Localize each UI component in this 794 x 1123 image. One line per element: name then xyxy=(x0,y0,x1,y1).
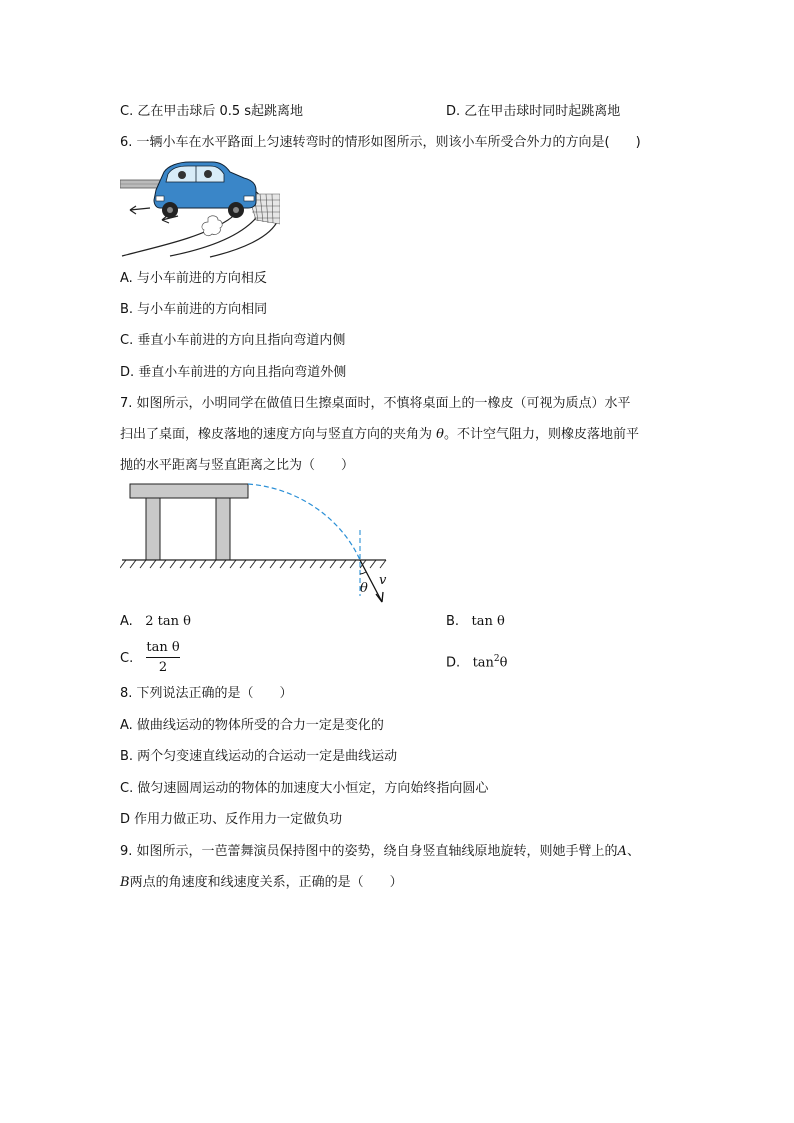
q8-option-d: D 作用力做正功、反作用力一定做负功 xyxy=(120,812,343,827)
q5-option-d: D. 乙在甲击球时同时起跳离地 xyxy=(446,104,621,119)
car-turning-figure xyxy=(120,158,280,260)
q7-option-c-denominator: 2 xyxy=(158,660,168,675)
fraction-bar xyxy=(146,657,180,658)
q9-point-a: A xyxy=(617,844,627,859)
q7-stem-line1: 7. 如图所示，小明同学在做值日生擦桌面时，不慎将桌面上的一橡皮（可视为质点）水平 xyxy=(120,396,631,411)
q7-stem-line2 xyxy=(120,426,639,444)
fig-label-theta: θ xyxy=(360,581,368,596)
q7-option-d-tan: tan xyxy=(472,655,494,671)
q9-point-b: B xyxy=(120,875,130,890)
q5-option-c: C. 乙在甲击球后 0.5 s起跳离地 xyxy=(120,104,304,119)
q7-option-d-sup: 2 xyxy=(493,654,500,664)
q9-stem-line2-text: 两点的角速度和线速度关系，正确的是（ ） xyxy=(129,875,403,890)
q7-option-a-value: 2 tan θ xyxy=(145,614,191,629)
q9-sep: 、 xyxy=(626,844,640,859)
q6-option-a: A. 与小车前进的方向相反 xyxy=(120,271,267,286)
q7-stem-line3: 抛的水平距离与竖直距离之比为（ ） xyxy=(120,458,355,473)
q7-stem-line2-b: 。不计空气阻力，则橡皮落地前平 xyxy=(443,427,639,442)
projectile-table-figure xyxy=(120,480,400,604)
q7-option-b-value: tan θ xyxy=(471,614,505,629)
q7-option-c-numerator: tan θ xyxy=(146,640,180,655)
q7-option-d xyxy=(446,650,507,672)
q7-option-d-theta: θ xyxy=(499,655,508,671)
q8-option-b: B. 两个匀变速直线运动的合运动一定是曲线运动 xyxy=(120,749,398,764)
q7-option-c-label: C. xyxy=(120,651,134,666)
q7-option-c-fraction xyxy=(146,640,180,677)
q9-stem-line2 xyxy=(120,874,403,892)
q7-theta: θ xyxy=(436,427,444,442)
q6-option-c: C. 垂直小车前进的方向且指向弯道内侧 xyxy=(120,333,346,348)
q7-option-b-label: B. xyxy=(446,614,460,629)
q8-option-a: A. 做曲线运动的物体所受的合力一定是变化的 xyxy=(120,718,384,733)
q8-option-c: C. 做匀速圆周运动的物体的加速度大小恒定，方向始终指向圆心 xyxy=(120,781,489,796)
q7-option-a xyxy=(120,613,191,631)
q9-stem-line1 xyxy=(120,843,640,861)
q6-stem: 6. 一辆小车在水平路面上匀速转弯时的情形如图所示，则该小车所受合外力的方向是( ) xyxy=(120,135,641,150)
q7-stem-line2-a: 扫出了桌面，橡皮落地的速度方向与竖直方向的夹角为 xyxy=(120,427,437,442)
q8-stem: 8. 下列说法正确的是（ ） xyxy=(120,686,293,701)
q7-option-d-label: D. xyxy=(446,655,461,671)
q6-option-b: B. 与小车前进的方向相同 xyxy=(120,302,268,317)
q9-stem-line1-text: 9. 如图所示，一芭蕾舞演员保持图中的姿势，绕自身竖直轴线原地旋转，则她手臂上的 xyxy=(120,844,618,859)
fig-label-v: v xyxy=(379,573,387,588)
q7-option-a-label: A. xyxy=(120,614,133,629)
q7-option-b xyxy=(446,613,505,631)
q6-option-d: D. 垂直小车前进的方向且指向弯道外侧 xyxy=(120,365,347,380)
